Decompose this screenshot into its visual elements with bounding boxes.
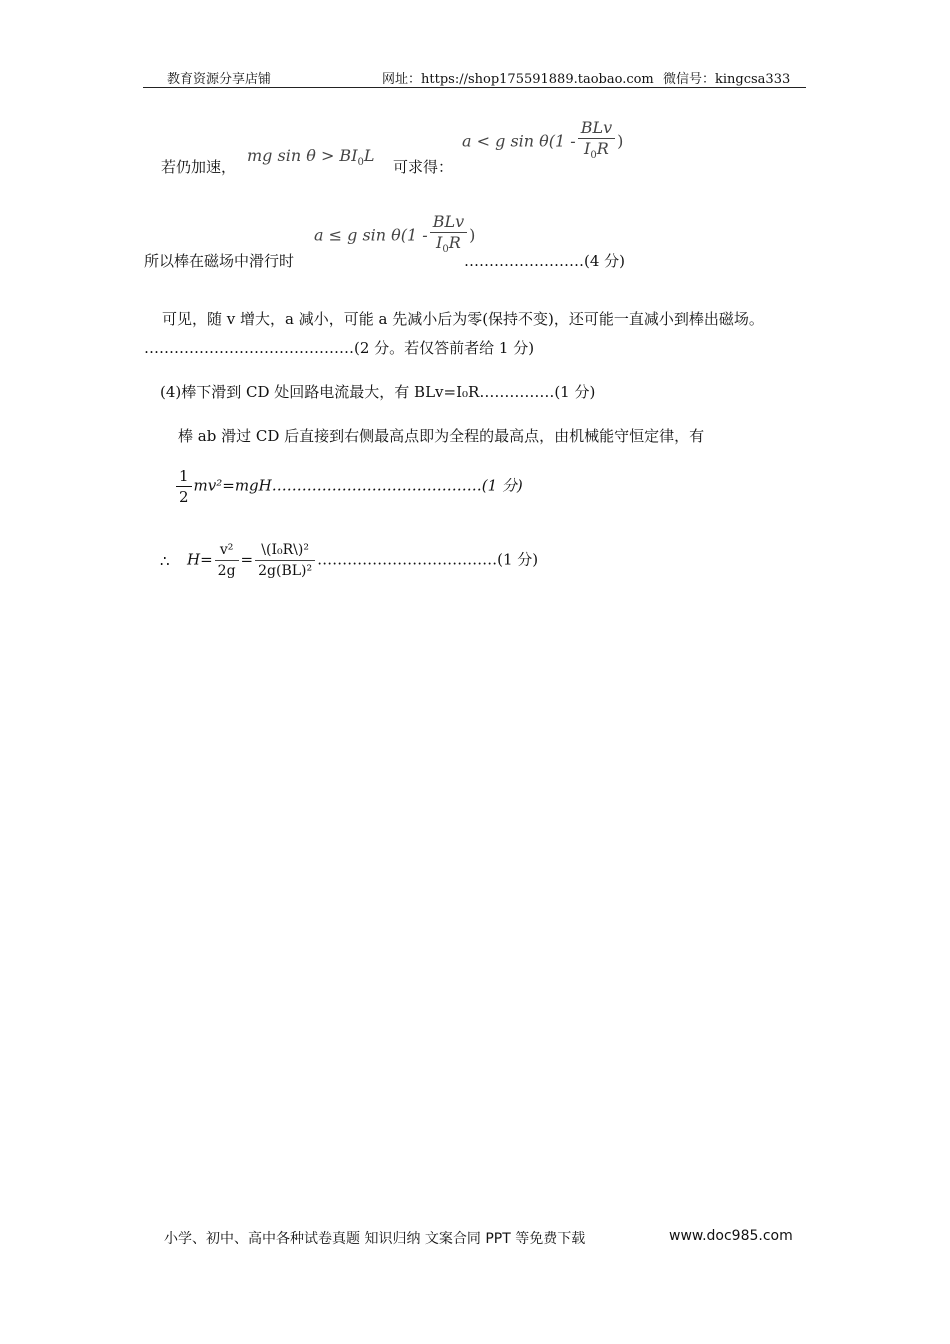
line-5: (4)棒下滑到 CD 处回路电流最大，有 BLv=I₀R……………(1 分) bbox=[160, 383, 596, 401]
fraction-v2-over-2g bbox=[215, 540, 239, 581]
line-2-score: ……………………(4 分) bbox=[464, 252, 626, 270]
header-url: 网址：https://shop175591889.taobao.com bbox=[382, 72, 654, 87]
fraction-denominator: $I_0R$ bbox=[584, 139, 609, 162]
line-2-prefix: 所以棒在磁场中滑行时 bbox=[144, 252, 295, 270]
formula-ineq-3: a ≤ g sin θ(1 - $\frac{\text{BLv}}{I_0R}$ ) bbox=[314, 212, 475, 260]
formula-ineq-2: a < g sin θ(1 - $\frac{\text{BLv}}{I_0R}$ ) bbox=[462, 118, 623, 166]
h-frac2-num: \(I₀R\)² bbox=[255, 540, 315, 561]
line-4: ……………………………………(2 分。若仅答前者给 1 分) bbox=[144, 339, 535, 357]
line-8-tail: ………………………………(1 分) bbox=[317, 550, 539, 569]
header-rule bbox=[143, 87, 806, 88]
h-frac1-den: 2g bbox=[217, 563, 236, 579]
fraction-blv-over-i0r-2 bbox=[430, 212, 467, 260]
footer-left: 小学、初中、高中各种试卷真题 知识归纳 文案合同 PPT 等免费下载 bbox=[164, 1231, 586, 1247]
formula-ineq-1: mg $\sin \theta > BI_0L$ bbox=[247, 146, 375, 169]
line-7 bbox=[174, 466, 523, 507]
footer-url[interactable]: www.doc985.com bbox=[669, 1228, 793, 1244]
line-1-mid: 可求得： bbox=[393, 158, 454, 176]
h-frac2-den: 2g(BL)² bbox=[258, 563, 313, 579]
fraction-numerator: BLv bbox=[578, 118, 615, 139]
half-numerator: 1 bbox=[176, 466, 192, 487]
line-6: 棒 ab 滑过 CD 后直接到右侧最高点即为全程的最高点，由机械能守恒定律，有 bbox=[178, 427, 705, 445]
formula-ineq-2-left: a < g sin θ(1 - bbox=[462, 131, 576, 151]
fraction-denominator-2: $I_0R$ bbox=[436, 233, 461, 256]
formula-ineq-1-left: mg sin θ > BI bbox=[247, 146, 358, 165]
line-7-tail: mv²=mgH……………………………………(1 分) bbox=[193, 476, 523, 495]
header-wechat: 微信号：kingcsa333 bbox=[663, 72, 791, 87]
formula-h-eq: = bbox=[240, 550, 254, 569]
formula-h-prefix: H= bbox=[187, 550, 213, 569]
therefore-symbol: ∴ bbox=[160, 552, 170, 570]
line-1-prefix: 若仍加速， bbox=[161, 158, 237, 176]
half-denominator: 2 bbox=[179, 488, 189, 506]
line-3: 可见，随 v 增大，a 减小，可能 a 先减小后为零(保持不变)，还可能一直减小到棒出磁场。 bbox=[162, 310, 764, 328]
formula-ineq-1-right: L bbox=[363, 146, 375, 165]
formula-height bbox=[187, 540, 538, 581]
fraction-one-half bbox=[176, 466, 192, 507]
header-shop: 教育资源分享店铺 bbox=[167, 72, 272, 87]
formula-ineq-3-left: a ≤ g sin θ(1 - bbox=[314, 225, 428, 245]
fraction-i0r2-over-2gbl2 bbox=[255, 540, 315, 581]
fraction-numerator-2: BLv bbox=[430, 212, 467, 233]
fraction-blv-over-i0r bbox=[578, 118, 615, 166]
h-frac1-num: v² bbox=[215, 540, 239, 561]
